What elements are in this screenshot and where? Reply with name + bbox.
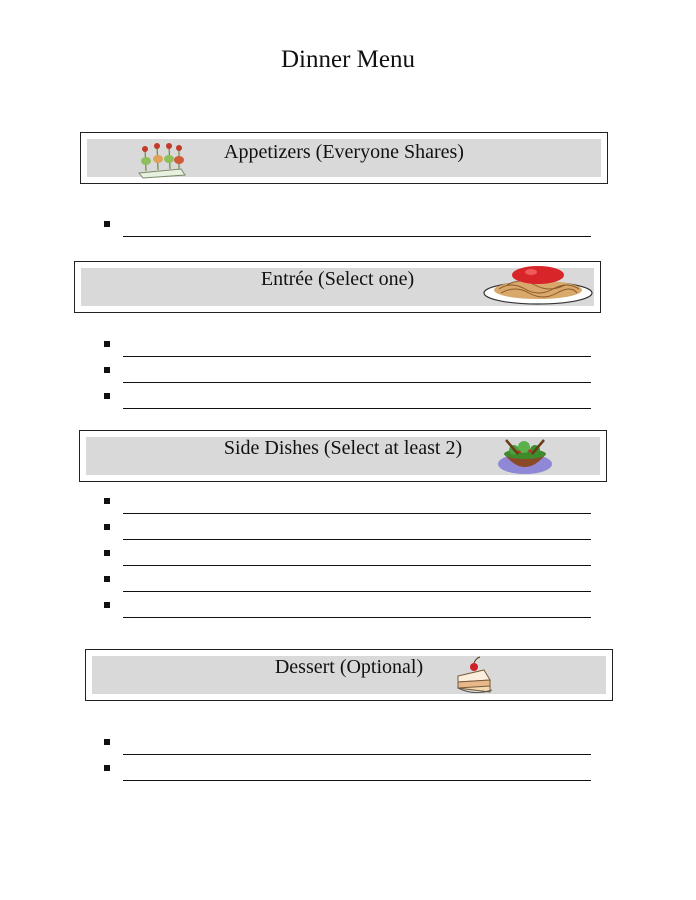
section-label-side-dishes: Side Dishes (Select at least 2) — [223, 437, 463, 459]
list-bullet — [104, 576, 110, 582]
list-bullet — [104, 498, 110, 504]
list-bullet — [104, 341, 110, 347]
list-bullet — [104, 393, 110, 399]
blank-write-line — [123, 565, 591, 566]
section-label-appetizers: Appetizers (Everyone Shares) — [224, 141, 464, 163]
list-bullet — [104, 367, 110, 373]
blank-write-line — [123, 236, 591, 237]
section-dessert-header — [85, 649, 613, 701]
list-bullet — [104, 602, 110, 608]
section-label-entree: Entrée (Select one) — [260, 268, 415, 290]
blank-write-line — [123, 754, 591, 755]
spaghetti-plate-icon — [481, 263, 595, 307]
blank-write-line — [123, 539, 591, 540]
blank-write-line — [123, 382, 591, 383]
list-bullet — [104, 221, 110, 227]
list-bullet — [104, 524, 110, 530]
list-bullet — [104, 550, 110, 556]
blank-write-line — [123, 408, 591, 409]
blank-write-line — [123, 513, 591, 514]
salad-bowl-icon — [492, 434, 554, 476]
appetizer-skewers-icon — [135, 139, 187, 179]
section-label-dessert: Dessert (Optional) — [274, 656, 424, 678]
list-bullet — [104, 739, 110, 745]
section-appetizers-header — [80, 132, 608, 184]
page-title: Dinner Menu — [281, 46, 415, 73]
blank-write-line — [123, 356, 591, 357]
cake-slice-icon — [454, 656, 498, 696]
section-entree-header — [74, 261, 601, 313]
section-side-dishes-header — [79, 430, 607, 482]
list-bullet — [104, 765, 110, 771]
blank-write-line — [123, 617, 591, 618]
blank-write-line — [123, 591, 591, 592]
blank-write-line — [123, 780, 591, 781]
